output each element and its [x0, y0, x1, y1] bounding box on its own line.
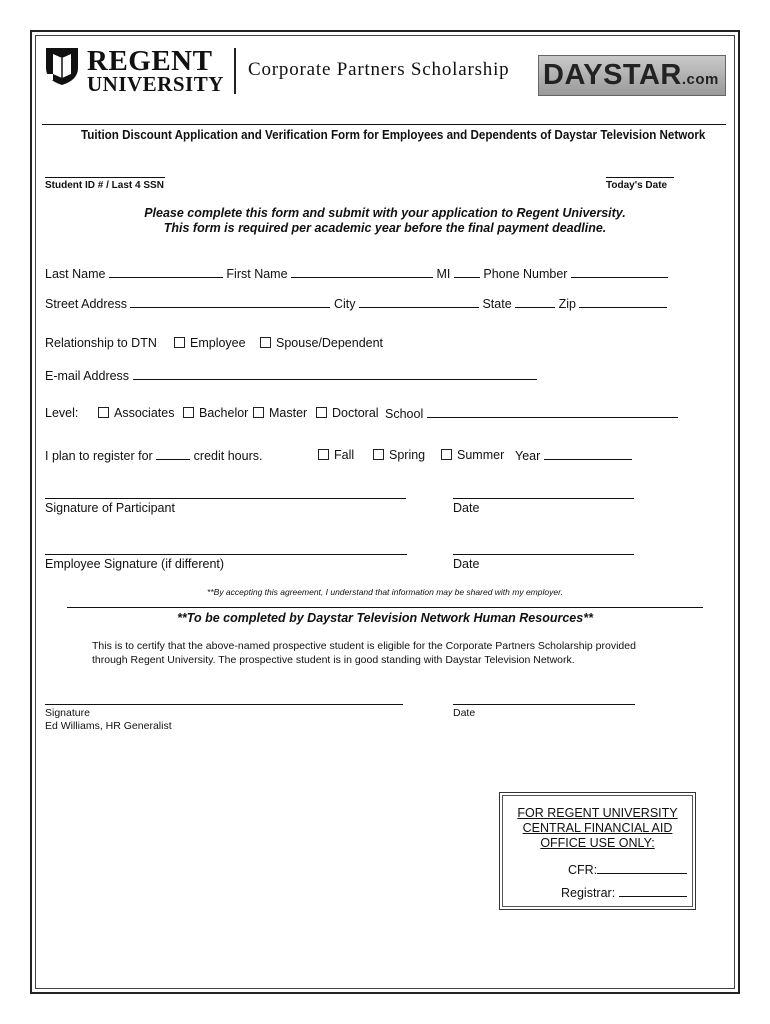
spring-checkbox[interactable]: [373, 449, 384, 460]
state-field[interactable]: [515, 296, 555, 308]
zip-field[interactable]: [579, 296, 667, 308]
employee-date-field[interactable]: [453, 554, 634, 555]
employee-date-label: Date: [453, 557, 480, 571]
cfr-row: [568, 862, 687, 877]
instructions-line2: This form is required per academic year before the final payment deadline.: [163, 221, 607, 235]
hr-date-field[interactable]: [453, 704, 635, 705]
participant-date-label: Date: [453, 501, 480, 515]
associates-checkbox[interactable]: [98, 407, 109, 418]
spouse-option[interactable]: [260, 336, 383, 350]
mi-field[interactable]: [454, 266, 480, 278]
email-row: [45, 368, 537, 383]
hr-signature-label: Signature: [45, 707, 90, 719]
office-use-box: [499, 792, 696, 910]
employee-label: Employee: [190, 336, 246, 350]
daystar-main-text: DAYSTAR: [543, 59, 682, 91]
employee-option[interactable]: [174, 336, 246, 350]
form-title: Tuition Discount Application and Verification Form for Employees and Dependents of Daystar Television Network: [81, 128, 706, 142]
doctoral-checkbox[interactable]: [316, 407, 327, 418]
daystar-wordmark: [543, 59, 719, 96]
title-rule: [42, 124, 726, 125]
instructions-line1: Please complete this form and submit with your application to Regent University.: [144, 206, 626, 220]
participant-signature-label: Signature of Participant: [45, 501, 175, 515]
level-label: Level:: [45, 406, 79, 420]
registrar-row: [561, 885, 687, 900]
last-name-field[interactable]: [109, 266, 223, 278]
regent-shield-icon: [44, 46, 80, 86]
spouse-label: Spouse/Dependent: [276, 336, 384, 350]
office-box-line1: FOR REGENT UNIVERSITY: [517, 806, 678, 820]
spouse-checkbox[interactable]: [260, 337, 271, 348]
master-label: Master: [269, 406, 308, 420]
office-box-line3: OFFICE USE ONLY:: [540, 836, 655, 850]
hr-signature-field[interactable]: [45, 704, 403, 705]
student-id-field[interactable]: [45, 177, 165, 178]
doctoral-label: Doctoral: [332, 406, 379, 420]
todays-date-label: Today's Date: [606, 180, 668, 191]
hr-date-label: Date: [453, 707, 476, 719]
city-label: City: [333, 297, 356, 311]
hr-section-rule: [67, 607, 703, 608]
year-row: [515, 448, 632, 463]
school-row: [385, 406, 678, 421]
regent-wordmark: REGENT: [87, 45, 213, 77]
registrar-field[interactable]: [619, 885, 687, 897]
associates-label: Associates: [114, 406, 175, 420]
school-label: School: [385, 407, 424, 421]
university-wordmark: UNIVERSITY: [87, 72, 224, 96]
address-row: [45, 296, 667, 311]
participant-signature-field[interactable]: [45, 498, 406, 499]
employee-signature-field[interactable]: [45, 554, 407, 555]
phone-label: Phone Number: [483, 267, 568, 281]
summer-checkbox[interactable]: [441, 449, 452, 460]
participant-date-field[interactable]: [453, 498, 634, 499]
fall-checkbox[interactable]: [318, 449, 329, 460]
email-field[interactable]: [133, 368, 537, 380]
fall-label: Fall: [334, 448, 355, 462]
office-box-line2: CENTRAL FINANCIAL AID: [522, 821, 673, 835]
year-label: Year: [515, 449, 541, 463]
city-field[interactable]: [359, 296, 479, 308]
bachelor-label: Bachelor: [199, 406, 249, 420]
certification-line2: through Regent University. The prospective student is in good standing with Daystar Television Network.: [92, 654, 575, 666]
street-label: Street Address: [45, 297, 127, 311]
summer-label: Summer: [457, 448, 505, 462]
hr-signer-name: Ed Williams, HR Generalist: [45, 720, 172, 732]
program-title: Corporate Partners Scholarship: [248, 59, 510, 80]
master-checkbox[interactable]: [253, 407, 264, 418]
first-name-label: First Name: [226, 267, 288, 281]
master-option[interactable]: [253, 406, 307, 420]
relationship-label: Relationship to DTN: [45, 336, 157, 350]
fall-option[interactable]: [318, 448, 354, 462]
email-label: E-mail Address: [45, 369, 130, 383]
plan-suffix-label: credit hours.: [193, 449, 263, 463]
student-id-label: Student ID # / Last 4 SSN: [45, 180, 164, 191]
credit-hours-row: [45, 448, 262, 463]
state-label: State: [482, 297, 512, 311]
cfr-field[interactable]: [597, 862, 687, 874]
daystar-logo: [538, 55, 726, 96]
bachelor-option[interactable]: [183, 406, 248, 420]
phone-field[interactable]: [571, 266, 668, 278]
plan-prefix-label: I plan to register for: [45, 449, 153, 463]
spring-label: Spring: [389, 448, 426, 462]
credit-hours-field[interactable]: [156, 448, 190, 460]
agreement-note: **By accepting this agreement, I understand that information may be shared with my employer.: [207, 587, 563, 597]
hr-section-heading: **To be completed by Daystar Television Network Human Resources**: [177, 611, 593, 625]
header-divider: [234, 48, 236, 94]
school-field[interactable]: [427, 406, 678, 418]
associates-option[interactable]: [98, 406, 174, 420]
mi-label: MI: [436, 267, 451, 281]
doctoral-option[interactable]: [316, 406, 379, 420]
bachelor-checkbox[interactable]: [183, 407, 194, 418]
certification-line1: This is to certify that the above-named prospective student is eligible for the Corporate Partners Scholarship provided: [92, 640, 636, 652]
todays-date-field[interactable]: [606, 177, 674, 178]
summer-option[interactable]: [441, 448, 504, 462]
street-field[interactable]: [130, 296, 330, 308]
regent-university-logo: [44, 44, 224, 96]
name-row: [45, 266, 668, 281]
year-field[interactable]: [544, 448, 632, 460]
first-name-field[interactable]: [291, 266, 433, 278]
daystar-com-text: .com: [681, 71, 719, 88]
employee-checkbox[interactable]: [174, 337, 185, 348]
employee-signature-label: Employee Signature (if different): [45, 557, 225, 571]
zip-label: Zip: [558, 297, 576, 311]
last-name-label: Last Name: [45, 267, 106, 281]
registrar-label: Registrar:: [561, 886, 616, 900]
cfr-label: CFR:: [568, 863, 598, 877]
spring-option[interactable]: [373, 448, 425, 462]
